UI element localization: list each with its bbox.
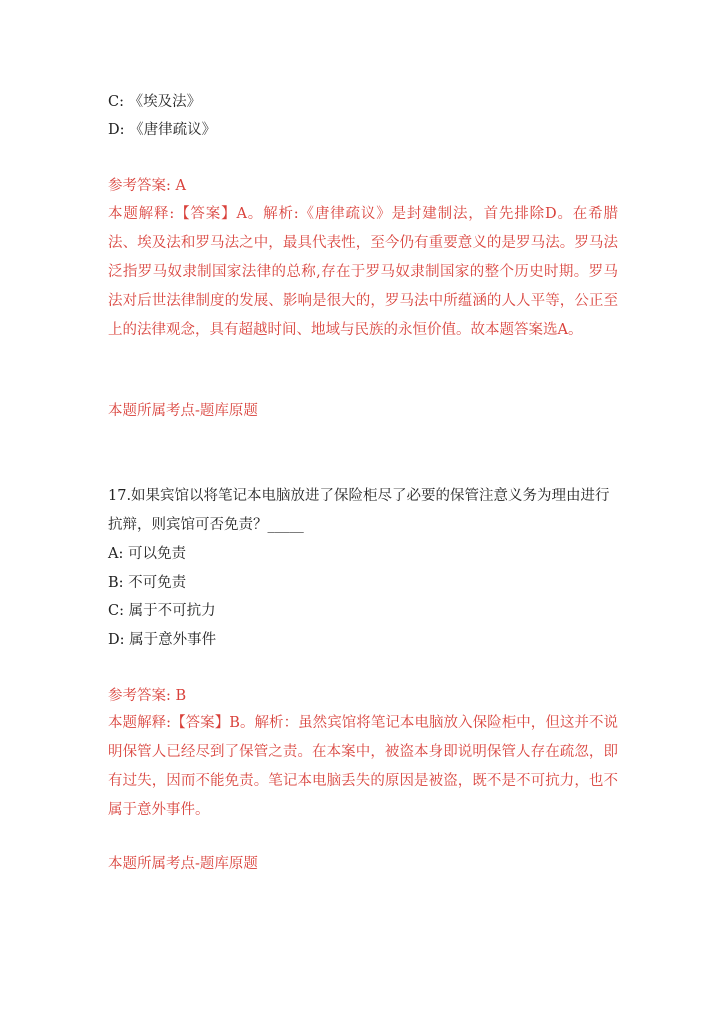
option-b: B: 不可免责 <box>108 575 187 591</box>
question-source: 本题所属考点-题库原题 <box>108 403 258 419</box>
question-text-line-2: 抗辩，则宾馆可否免责？_____ <box>108 517 304 533</box>
option-a: A: 可以免责 <box>108 546 186 562</box>
answer-explanation: 本题解释:【答案】B。解析：虽然宾馆将笔记本电脑放入保险柜中，但这并不说明保管人已经尽到了保管之责。在本案中，被盗本身即说明保管人存在疏忽，即有过失，因而不能免责。笔记本电脑丢失的原因是被盗，既不是不可抗力，也不属于意外事件。 <box>108 715 618 818</box>
option-d: D: 《唐律疏议》 <box>108 122 217 138</box>
question-text-line-1: 17.如果宾馆以将笔记本电脑放进了保险柜尽了必要的保管注意义务为理由进行 <box>108 488 610 504</box>
option-d: D: 属于意外事件 <box>108 632 217 648</box>
answer-explanation: 本题解释:【答案】A。解析:《唐律疏议》是封建制法，首先排除D。在希腊法、埃及法和罗马法之中，最具代表性，至今仍有重要意义的是罗马法。罗马法泛指罗马奴隶制国家法律的总称,存在于罗马奴隶制国家的整个历史时期。罗马法对后世法律制度的发展、影响是很大的，罗马法中所蕴涵的人人平等，公正至上的法律观念，具有超越时间、地域与民族的永恒价值。故本题答案选A。 <box>108 206 618 338</box>
reference-answer: 参考答案: B <box>108 688 187 704</box>
option-c: C: 属于不可抗力 <box>108 603 216 619</box>
reference-answer: 参考答案: A <box>108 178 186 194</box>
question-source: 本题所属考点-题库原题 <box>108 856 258 872</box>
option-c: C: 《埃及法》 <box>108 94 202 110</box>
